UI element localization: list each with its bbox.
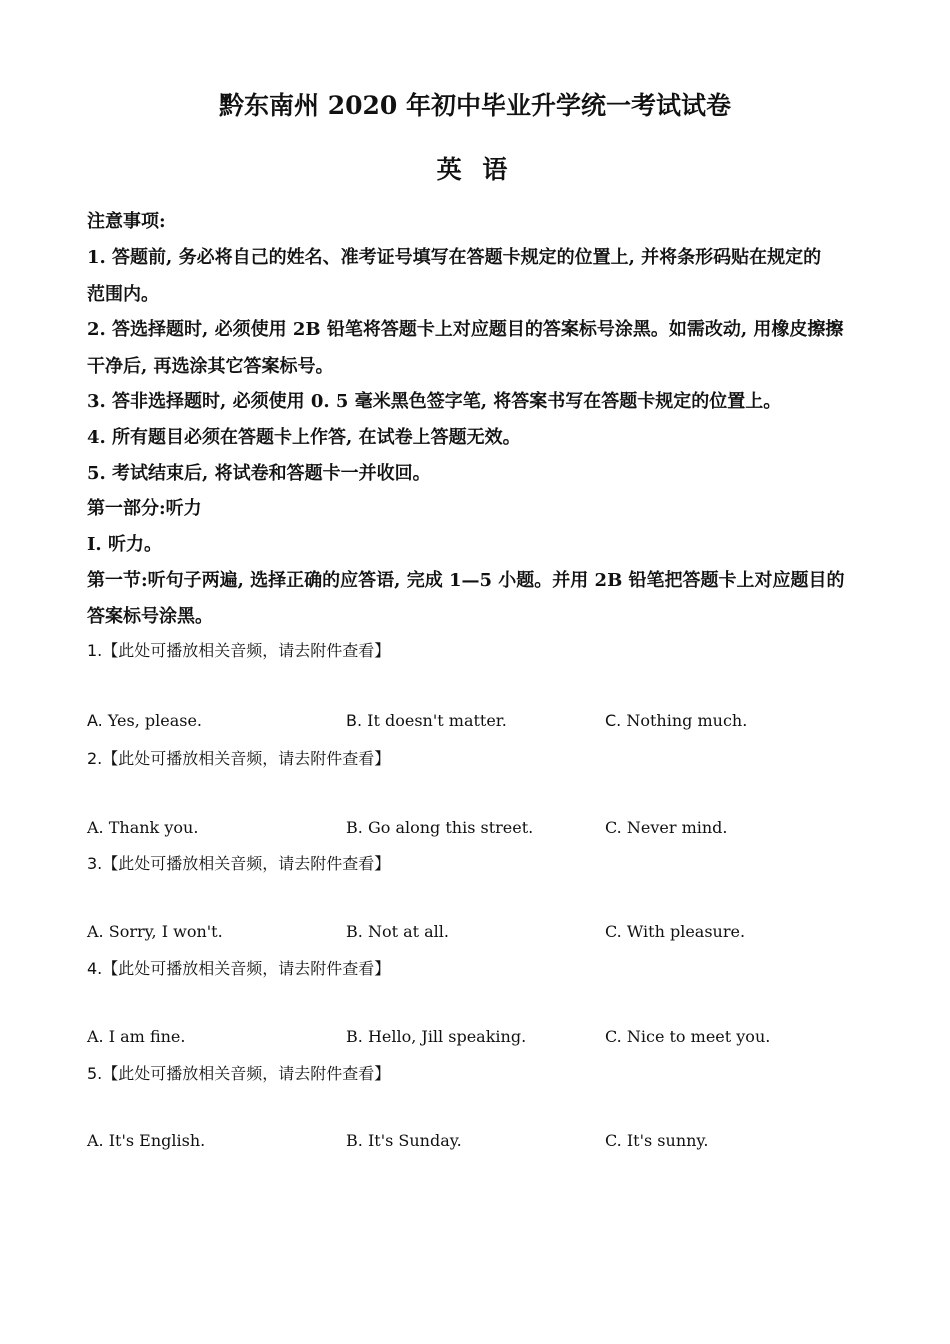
question-1-option-a xyxy=(87,711,202,730)
subject-title: 英 语 xyxy=(436,155,514,184)
question-number: 3. xyxy=(87,854,103,873)
option-text: Nothing much. xyxy=(626,711,748,730)
part-title: 第一部分:听力 xyxy=(87,498,202,519)
option-text: Hello, Jill speaking. xyxy=(367,1027,527,1046)
option-text: It's sunny. xyxy=(626,1131,709,1150)
section-instruction-cont: 答案标号涂黑。 xyxy=(87,606,213,627)
option-label: A. xyxy=(87,922,104,941)
notice-item-5: 5. 考试结束后, 将试卷和答题卡一并收回。 xyxy=(87,463,431,484)
question-5-option-c xyxy=(605,1131,708,1150)
option-label: B. xyxy=(346,711,363,730)
option-label: B. xyxy=(346,1027,363,1046)
audio-placeholder[interactable]: 【此处可播放相关音频，请去附件查看】 xyxy=(102,641,391,660)
option-label: B. xyxy=(346,922,363,941)
question-2-prompt[interactable] xyxy=(87,746,390,769)
question-number: 4. xyxy=(87,959,103,978)
option-text: Yes, please. xyxy=(107,711,202,730)
option-text: With pleasure. xyxy=(626,922,746,941)
option-label: B. xyxy=(346,1131,363,1150)
option-label: A. xyxy=(87,1131,104,1150)
audio-placeholder[interactable]: 【此处可播放相关音频，请去附件查看】 xyxy=(102,1064,391,1083)
option-text: Go along this street. xyxy=(367,818,534,837)
option-label: A. xyxy=(87,711,103,730)
option-label: C. xyxy=(605,922,622,941)
option-text: Sorry, I won't. xyxy=(108,922,223,941)
section-instruction: 第一节:听句子两遍, 选择正确的应答语, 完成 1—5 小题。并用 2B 铅笔把答题卡上对应题目的 xyxy=(87,570,845,591)
question-number: 5. xyxy=(87,1064,103,1083)
question-4-option-c xyxy=(605,1027,770,1046)
question-number: 2. xyxy=(87,749,103,768)
option-label: A. xyxy=(87,1027,104,1046)
audio-placeholder[interactable]: 【此处可播放相关音频，请去附件查看】 xyxy=(102,749,391,768)
option-text: I am fine. xyxy=(108,1027,186,1046)
question-number: 1. xyxy=(87,641,103,660)
notice-item-2: 2. 答选择题时, 必须使用 2B 铅笔将答题卡上对应题目的答案标号涂黑。如需改动, 用橡皮擦擦 xyxy=(87,319,844,340)
option-text: Never mind. xyxy=(626,818,728,837)
question-5-option-a xyxy=(87,1131,205,1150)
exam-title: 黔东南州 2020 年初中毕业升学统一考试试卷 xyxy=(219,91,731,120)
question-2-option-a xyxy=(87,818,198,837)
notice-item-1: 1. 答题前, 务必将自己的姓名、准考证号填写在答题卡规定的位置上, 并将条形码贴在规定的 xyxy=(87,247,822,268)
question-1-option-b xyxy=(346,711,507,730)
question-5-option-b xyxy=(346,1131,462,1150)
option-label: C. xyxy=(605,1027,622,1046)
notice-item-1-cont: 范围内。 xyxy=(87,284,159,305)
question-4-option-b xyxy=(346,1027,526,1046)
question-4-option-a xyxy=(87,1027,185,1046)
notice-heading: 注意事项: xyxy=(87,211,166,232)
question-3-option-c xyxy=(605,922,745,941)
question-5-prompt[interactable] xyxy=(87,1061,390,1084)
section-label: I. 听力。 xyxy=(87,534,162,555)
notice-item-3: 3. 答非选择题时, 必须使用 0. 5 毫米黑色签字笔, 将答案书写在答题卡规定的位置上。 xyxy=(87,391,782,412)
audio-placeholder[interactable]: 【此处可播放相关音频，请去附件查看】 xyxy=(102,959,391,978)
question-3-option-b xyxy=(346,922,449,941)
notice-item-2-cont: 干净后, 再选涂其它答案标号。 xyxy=(87,356,334,377)
question-1-option-c xyxy=(605,711,747,730)
option-label: A. xyxy=(87,818,104,837)
option-text: It doesn't matter. xyxy=(367,711,507,730)
question-2-option-c xyxy=(605,818,728,837)
option-label: C. xyxy=(605,711,622,730)
option-label: B. xyxy=(346,818,363,837)
option-text: Thank you. xyxy=(108,818,199,837)
question-3-option-a xyxy=(87,922,223,941)
audio-placeholder[interactable]: 【此处可播放相关音频，请去附件查看】 xyxy=(102,854,391,873)
option-text: It's English. xyxy=(108,1131,206,1150)
option-text: Not at all. xyxy=(367,922,449,941)
option-label: C. xyxy=(605,818,622,837)
notice-item-4: 4. 所有题目必须在答题卡上作答, 在试卷上答题无效。 xyxy=(87,427,521,448)
question-3-prompt[interactable] xyxy=(87,851,390,874)
question-1-prompt[interactable] xyxy=(87,638,390,661)
option-text: Nice to meet you. xyxy=(626,1027,771,1046)
option-text: It's Sunday. xyxy=(367,1131,462,1150)
question-2-option-b xyxy=(346,818,533,837)
option-label: C. xyxy=(605,1131,622,1150)
question-4-prompt[interactable] xyxy=(87,956,390,979)
